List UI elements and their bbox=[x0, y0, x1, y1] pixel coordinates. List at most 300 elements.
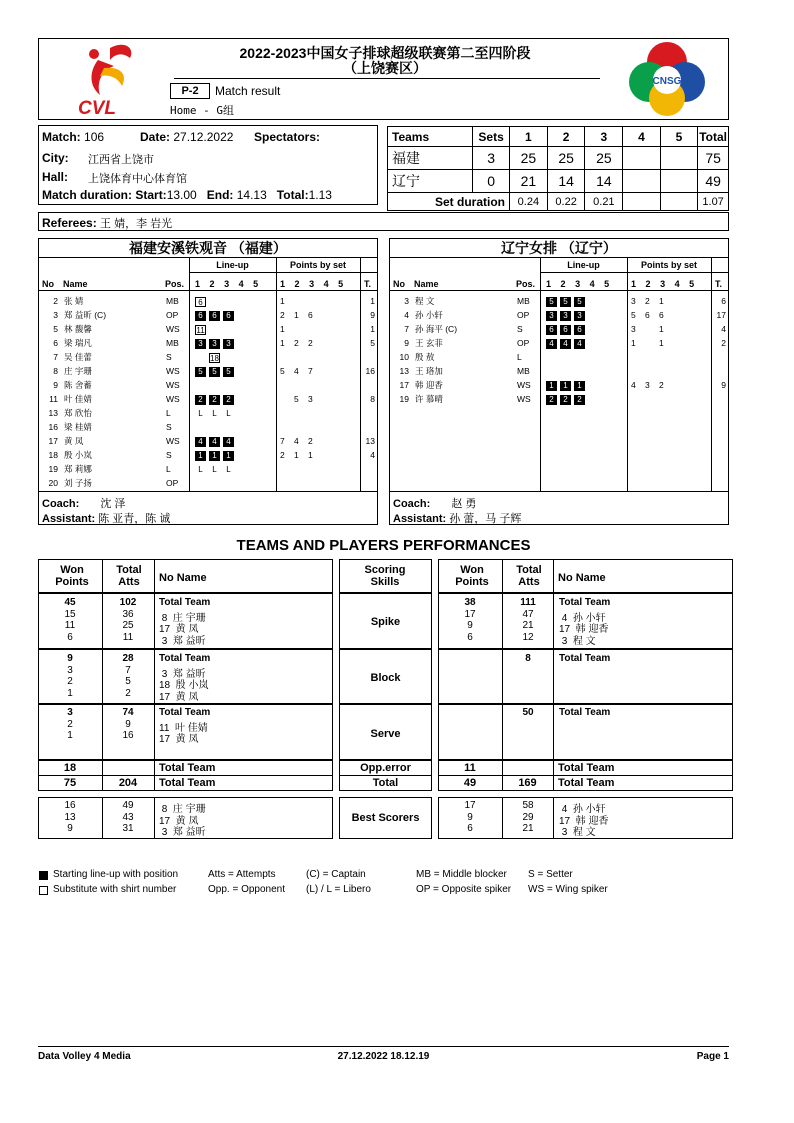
match-row: Match: 106 bbox=[42, 130, 105, 144]
set-points: 2 bbox=[308, 338, 313, 348]
city-value: 江西省上饶市 bbox=[88, 154, 154, 166]
player-row bbox=[389, 337, 729, 350]
set-points: 5 bbox=[294, 394, 299, 404]
player-name: 陈 舍蓄 bbox=[64, 380, 92, 390]
perf-right-ta-hdr: Total Atts bbox=[516, 564, 542, 588]
set-points: 2 bbox=[280, 310, 285, 320]
player-lineup bbox=[195, 450, 237, 461]
cvl-logo bbox=[70, 40, 140, 118]
lineup-cell: 5 bbox=[209, 367, 220, 377]
lineup-cell: 5 bbox=[574, 297, 585, 307]
opp-left-wp: 18 bbox=[63, 762, 77, 774]
best-total-atts: 21 bbox=[522, 823, 534, 834]
set-points: 1 bbox=[659, 296, 664, 306]
player-lineup bbox=[195, 366, 237, 377]
footer-line bbox=[38, 1046, 729, 1047]
set-points: 2 bbox=[308, 436, 313, 446]
player-row bbox=[38, 309, 378, 322]
lineup-cell: 2 bbox=[209, 395, 220, 405]
player-number: 7 bbox=[53, 352, 58, 362]
lineup-cell: 1 bbox=[223, 451, 234, 461]
spike-player: Total Team bbox=[559, 597, 611, 608]
lineup-cell: 4 bbox=[195, 437, 206, 447]
spectators-label: Spectators: bbox=[254, 130, 321, 144]
player-lineup bbox=[546, 310, 588, 321]
spike-total-atts: 11 bbox=[122, 631, 134, 643]
best-player: 17 黄 凤 bbox=[159, 815, 199, 827]
player-total: 8 bbox=[370, 394, 375, 404]
player-row bbox=[38, 449, 378, 462]
lineup-cell: 2 bbox=[574, 395, 585, 405]
block-total-atts: 5 bbox=[125, 676, 131, 687]
page-type: Match result bbox=[215, 84, 281, 98]
legend-m1: MB = Middle blocker bbox=[416, 869, 507, 880]
legend-l2: Substitute with shirt number bbox=[53, 884, 177, 895]
header-title-1: 2022-2023中国女子排球超级联赛第二至四阶段 bbox=[239, 45, 531, 61]
perf-left-nn-hdr: No Name bbox=[159, 572, 207, 584]
team-b-title: 辽宁女排 （辽宁） bbox=[389, 239, 729, 258]
block-player: 3 郑 益昕 bbox=[159, 668, 206, 680]
player-total: 4 bbox=[721, 324, 726, 334]
player-name: 许 慕晴 bbox=[415, 394, 443, 404]
best-total-atts: 58 bbox=[522, 800, 534, 811]
legend-m2: OP = Opposite spiker bbox=[416, 884, 512, 895]
best-total-atts: 31 bbox=[122, 823, 134, 834]
lineup-cell: 4 bbox=[209, 437, 220, 447]
player-name: 殷 小岚 bbox=[64, 450, 92, 460]
lineup-cell: 2 bbox=[546, 395, 557, 405]
player-lineup bbox=[195, 408, 237, 419]
player-number: 5 bbox=[53, 324, 58, 334]
lineup-cell: 6 bbox=[560, 325, 571, 335]
set-points: 7 bbox=[280, 436, 285, 446]
player-number: 13 bbox=[48, 408, 58, 418]
set-points: 3 bbox=[645, 380, 650, 390]
player-position: WS bbox=[166, 366, 180, 376]
footer-center: 27.12.2022 18.12.19 bbox=[337, 1051, 430, 1062]
spike-player: 3 郑 益昕 bbox=[159, 635, 206, 647]
team-a-lu-nums: 1 2 3 4 5 bbox=[195, 279, 259, 289]
player-name: 郑 莉娜 bbox=[64, 464, 92, 474]
perf-right-col1 bbox=[502, 559, 503, 791]
legend-s2: WS = Wing spiker bbox=[528, 884, 608, 895]
header-title-2: （上饶赛区） bbox=[343, 60, 427, 76]
lineup-cell: 3 bbox=[195, 339, 206, 349]
lineup-cell: 6 bbox=[195, 297, 206, 307]
player-row bbox=[389, 365, 729, 378]
player-name: 孙 海平 (C) bbox=[415, 324, 458, 334]
lineup-cell: 3 bbox=[560, 311, 571, 321]
player-position: WS bbox=[166, 324, 180, 334]
player-total: 17 bbox=[716, 310, 726, 320]
player-total: 16 bbox=[365, 366, 375, 376]
title-underline bbox=[174, 78, 600, 79]
perf-left-wp-hdr: Won Points bbox=[55, 564, 89, 588]
player-name: 程 文 bbox=[415, 296, 435, 306]
player-number: 9 bbox=[404, 338, 409, 348]
spike-won-points: 45 bbox=[64, 597, 76, 608]
player-position: MB bbox=[166, 338, 179, 348]
player-position: WS bbox=[517, 380, 531, 390]
block-player: 17 黄 凤 bbox=[159, 691, 199, 703]
player-lineup bbox=[195, 338, 237, 349]
player-lineup bbox=[195, 436, 237, 447]
spike-won-points: 11 bbox=[64, 620, 76, 631]
spike-player: 4 孙 小轩 bbox=[559, 612, 606, 624]
player-number: 16 bbox=[48, 422, 58, 432]
score-row-team-a: 福建 3 25 25 25 75 bbox=[388, 147, 729, 170]
perf-left-ta-hdr: Total Atts bbox=[116, 564, 142, 588]
spike-player: 17 韩 迎香 bbox=[559, 624, 609, 635]
team-a-points-hdr: Points by set bbox=[289, 260, 346, 270]
player-position: OP bbox=[166, 310, 179, 320]
serve-total-atts: 74 bbox=[122, 707, 134, 718]
player-name: 梁 瑞凡 bbox=[64, 338, 92, 348]
player-number: 20 bbox=[48, 478, 58, 488]
best-total-atts: 49 bbox=[122, 800, 134, 811]
serve-won-points: 3 bbox=[67, 707, 73, 718]
player-name: 黄 凤 bbox=[64, 436, 84, 446]
lineup-cell: 1 bbox=[560, 381, 571, 391]
block-total-atts: 7 bbox=[125, 664, 131, 676]
team-a-hdr-line bbox=[38, 290, 378, 291]
team-b-hdr-line bbox=[389, 290, 729, 291]
player-row bbox=[389, 379, 729, 392]
player-name: 孙 小轩 bbox=[415, 310, 443, 320]
set-points: 1 bbox=[280, 338, 285, 348]
team-b-lineup-hdr: Line-up bbox=[567, 260, 600, 270]
team-b-player-list bbox=[389, 295, 729, 491]
player-name: 殷 敖 bbox=[415, 352, 435, 362]
spike-total-atts: 102 bbox=[119, 597, 137, 608]
set-points: 1 bbox=[294, 450, 299, 460]
date-row: Date: 27.12.2022 bbox=[140, 130, 234, 144]
player-name: 叶 佳婧 bbox=[64, 394, 92, 404]
serve-total-atts: 9 bbox=[125, 718, 131, 730]
lineup-cell bbox=[195, 353, 206, 363]
opp-right-nm: Total Team bbox=[558, 762, 615, 774]
lineup-cell: 5 bbox=[546, 297, 557, 307]
lineup-cell: 2 bbox=[195, 395, 206, 405]
player-lineup bbox=[546, 338, 588, 349]
player-number: 4 bbox=[404, 310, 409, 320]
lineup-cell: L bbox=[226, 464, 231, 474]
lineup-cell: 6 bbox=[209, 311, 220, 321]
block-player: Total Team bbox=[559, 653, 611, 664]
serve-total-atts: 16 bbox=[122, 730, 134, 741]
team-b-pt-nums: 1 2 3 4 5 bbox=[631, 279, 695, 289]
lineup-cell: 1 bbox=[546, 381, 557, 391]
score-header-row: Teams Sets 1 2 3 4 5 Total bbox=[388, 127, 729, 147]
serve-player: Total Team bbox=[559, 707, 611, 718]
set-points: 6 bbox=[659, 310, 664, 320]
spike-won-points: 38 bbox=[464, 597, 476, 608]
player-row bbox=[38, 421, 378, 434]
team-b-lu-nums: 1 2 3 4 5 bbox=[546, 279, 610, 289]
lineup-cell: 6 bbox=[574, 325, 585, 335]
legend-l1: Starting line-up with position bbox=[53, 869, 179, 880]
player-position: L bbox=[166, 408, 171, 418]
set-duration-row: Set duration 0.24 0.22 0.21 1.07 bbox=[388, 193, 729, 211]
best-won-points: 6 bbox=[467, 823, 473, 834]
city-label: City: bbox=[42, 151, 69, 165]
player-lineup bbox=[546, 394, 588, 405]
player-total: 1 bbox=[370, 324, 375, 334]
legend-filled-square bbox=[39, 871, 48, 880]
total-left-wp: 75 bbox=[63, 777, 77, 789]
player-total: 1 bbox=[370, 296, 375, 306]
set-points: 1 bbox=[659, 324, 664, 334]
player-number: 10 bbox=[399, 352, 409, 362]
total-right-nm: Total Team bbox=[558, 777, 615, 789]
block-total-atts: 28 bbox=[122, 653, 134, 664]
player-total: 9 bbox=[721, 380, 726, 390]
player-position: S bbox=[517, 324, 523, 334]
best-won-points: 17 bbox=[464, 800, 476, 811]
team-a-pt-nums: 1 2 3 4 5 bbox=[280, 279, 344, 289]
best-total-atts: 29 bbox=[522, 811, 534, 823]
player-lineup bbox=[546, 380, 588, 391]
set-points: 4 bbox=[294, 366, 299, 376]
team-a-no-hdr: No bbox=[42, 279, 54, 289]
spike-player: 3 程 文 bbox=[559, 635, 596, 647]
player-position: S bbox=[166, 422, 172, 432]
player-row bbox=[389, 295, 729, 308]
player-position: S bbox=[166, 352, 172, 362]
lineup-cell: 4 bbox=[560, 339, 571, 349]
player-row bbox=[38, 393, 378, 406]
player-number: 13 bbox=[399, 366, 409, 376]
team-b-coach: Coach: 赵 勇 bbox=[393, 498, 477, 510]
page-code: P-2 bbox=[170, 83, 210, 99]
lineup-cell: 6 bbox=[223, 311, 234, 321]
perf-left-col2 bbox=[154, 559, 155, 791]
spike-player: Total Team bbox=[159, 597, 211, 608]
set-points: 2 bbox=[659, 380, 664, 390]
serve-total-atts: 50 bbox=[522, 707, 534, 718]
perf-right-wp-hdr: Won Points bbox=[455, 564, 489, 588]
player-lineup bbox=[195, 324, 209, 335]
player-row bbox=[389, 323, 729, 336]
team-a-lineup-hdr: Line-up bbox=[216, 260, 249, 270]
skill-best-label: Best Scorers bbox=[351, 812, 420, 824]
player-position: OP bbox=[517, 310, 530, 320]
spike-total-atts: 111 bbox=[520, 597, 536, 608]
lineup-cell: 3 bbox=[223, 339, 234, 349]
subtitle: Home - G组 bbox=[170, 104, 234, 117]
total-right-wp: 49 bbox=[463, 777, 477, 789]
legend-a2: Opp. = Opponent bbox=[208, 884, 286, 895]
player-number: 11 bbox=[49, 394, 58, 404]
player-position: MB bbox=[166, 296, 179, 306]
player-number: 19 bbox=[399, 394, 409, 404]
spike-total-atts: 25 bbox=[122, 620, 134, 631]
serve-won-points: 1 bbox=[67, 730, 73, 741]
set-points: 1 bbox=[294, 310, 299, 320]
player-total: 4 bbox=[370, 450, 375, 460]
duration-row: Match duration: Start:13.00 End: 14.13 Total:1.13 bbox=[42, 188, 332, 202]
lineup-cell: 2 bbox=[560, 395, 571, 405]
player-number: 19 bbox=[48, 464, 58, 474]
player-name: 梁 桂婧 bbox=[64, 422, 92, 432]
player-number: 7 bbox=[404, 324, 409, 334]
spike-won-points: 9 bbox=[467, 620, 473, 631]
total-left-ta: 204 bbox=[118, 777, 138, 789]
team-a-name-hdr: Name bbox=[63, 279, 88, 289]
best-player: 8 庄 宇珊 bbox=[159, 804, 206, 815]
lineup-cell: 4 bbox=[223, 437, 234, 447]
set-points: 3 bbox=[308, 394, 313, 404]
player-row bbox=[389, 393, 729, 406]
player-position: OP bbox=[166, 478, 179, 488]
block-won-points: 1 bbox=[67, 687, 73, 699]
player-name: 林 馥馨 bbox=[64, 324, 92, 334]
player-lineup bbox=[195, 310, 237, 321]
set-points: 6 bbox=[308, 310, 313, 320]
spike-won-points: 6 bbox=[467, 631, 473, 643]
player-position: MB bbox=[517, 366, 530, 376]
player-position: WS bbox=[166, 394, 180, 404]
team-b-name-hdr: Name bbox=[414, 279, 439, 289]
block-won-points: 9 bbox=[67, 653, 73, 664]
best-won-points: 9 bbox=[67, 823, 73, 834]
lineup-cell: 4 bbox=[546, 339, 557, 349]
set-points: 6 bbox=[645, 310, 650, 320]
total-right-ta: 169 bbox=[518, 777, 537, 789]
lineup-cell: 1 bbox=[209, 451, 220, 461]
lineup-cell: 2 bbox=[223, 395, 234, 405]
spike-total-atts: 47 bbox=[522, 608, 534, 620]
legend-c1: (C) = Captain bbox=[306, 869, 366, 880]
skill-serve-label: Serve bbox=[370, 728, 401, 740]
set-points: 2 bbox=[294, 338, 299, 348]
best-player: 17 韩 迎香 bbox=[559, 815, 609, 827]
team-b-subhdr-line bbox=[540, 272, 729, 273]
block-total-atts: 8 bbox=[525, 653, 531, 664]
lineup-cell: 3 bbox=[546, 311, 557, 321]
total-left-nm: Total Team bbox=[159, 777, 216, 789]
lineup-cell: 1 bbox=[195, 451, 206, 461]
player-lineup bbox=[195, 352, 223, 363]
lineup-cell: 6 bbox=[546, 325, 557, 335]
set-points: 2 bbox=[645, 296, 650, 306]
best-player: 3 郑 益昕 bbox=[159, 827, 206, 838]
legend-outline-square bbox=[39, 886, 48, 895]
team-b-no-hdr: No bbox=[393, 279, 405, 289]
performance-title: TEAMS AND PLAYERS PERFORMANCES bbox=[236, 537, 531, 554]
player-row bbox=[389, 351, 729, 364]
player-row bbox=[38, 351, 378, 364]
perf-right-nn-hdr: No Name bbox=[558, 572, 606, 584]
best-won-points: 13 bbox=[64, 811, 76, 823]
spike-total-atts: 36 bbox=[122, 608, 134, 620]
team-b-grid bbox=[389, 257, 729, 491]
player-position: WS bbox=[517, 394, 531, 404]
player-position: MB bbox=[517, 296, 530, 306]
player-name: 韩 迎香 bbox=[415, 380, 443, 390]
player-number: 3 bbox=[53, 310, 58, 320]
player-number: 17 bbox=[48, 436, 58, 446]
team-b-pos-hdr: Pos. bbox=[516, 279, 536, 289]
serve-player: 17 黄 凤 bbox=[159, 734, 199, 745]
player-lineup bbox=[546, 324, 588, 335]
team-a-title: 福建安溪铁观音 （福建） bbox=[38, 239, 378, 258]
player-position: L bbox=[166, 464, 171, 474]
lineup-cell: 18 bbox=[210, 353, 219, 363]
team-b-assistant: Assistant: 孙 蕾，马 子辉 bbox=[393, 513, 522, 525]
team-a-pos-hdr: Pos. bbox=[165, 279, 185, 289]
set-points: 1 bbox=[308, 450, 313, 460]
player-total: 2 bbox=[721, 338, 726, 348]
spike-player: 17 黄 凤 bbox=[159, 624, 199, 635]
hall-label: Hall: bbox=[42, 170, 69, 184]
player-number: 6 bbox=[53, 338, 58, 348]
perf-right-col2 bbox=[553, 559, 554, 791]
lineup-cell: L bbox=[198, 408, 203, 418]
best-won-points: 9 bbox=[467, 811, 473, 823]
set-points: 5 bbox=[631, 310, 636, 320]
opp-left-nm: Total Team bbox=[159, 762, 216, 774]
serve-won-points: 2 bbox=[67, 718, 73, 730]
lineup-cell: 5 bbox=[223, 367, 234, 377]
lineup-cell: 5 bbox=[560, 297, 571, 307]
player-row bbox=[38, 365, 378, 378]
set-points: 1 bbox=[659, 338, 664, 348]
legend-c2: (L) / L = Libero bbox=[306, 884, 371, 895]
player-position: WS bbox=[166, 380, 180, 390]
legend-a1: Atts = Attempts bbox=[208, 869, 276, 880]
set-points: 4 bbox=[631, 380, 636, 390]
team-b-t-hdr: T. bbox=[715, 279, 723, 289]
player-total: 6 bbox=[721, 296, 726, 306]
player-position: S bbox=[166, 450, 172, 460]
player-row bbox=[38, 463, 378, 476]
spike-won-points: 6 bbox=[67, 631, 73, 643]
set-points: 1 bbox=[631, 338, 636, 348]
player-row bbox=[38, 407, 378, 420]
skill-spike-label: Spike bbox=[370, 616, 401, 628]
set-points: 3 bbox=[631, 296, 636, 306]
player-number: 2 bbox=[53, 296, 58, 306]
player-position: OP bbox=[517, 338, 530, 348]
legend-s1: S = Setter bbox=[528, 869, 573, 880]
lineup-cell: 3 bbox=[209, 339, 220, 349]
player-number: 8 bbox=[53, 366, 58, 376]
player-lineup bbox=[195, 394, 237, 405]
player-name: 郑 益昕 (C) bbox=[64, 310, 107, 320]
player-row bbox=[38, 323, 378, 336]
lineup-cell: L bbox=[198, 464, 203, 474]
player-total: 13 bbox=[365, 436, 375, 446]
lineup-cell: 11 bbox=[196, 325, 205, 335]
block-player: Total Team bbox=[159, 653, 211, 664]
player-lineup bbox=[195, 296, 209, 307]
player-number: 3 bbox=[404, 296, 409, 306]
block-total-atts: 2 bbox=[125, 687, 131, 699]
block-player: 18 殷 小岚 bbox=[159, 680, 209, 691]
best-player: 4 孙 小轩 bbox=[559, 804, 606, 815]
player-name: 庄 宇珊 bbox=[64, 366, 92, 376]
player-name: 王 玄菲 bbox=[415, 338, 443, 348]
team-a-coach-line bbox=[38, 491, 378, 492]
set-points: 7 bbox=[308, 366, 313, 376]
lineup-cell: 4 bbox=[574, 339, 585, 349]
spike-won-points: 17 bbox=[464, 608, 476, 620]
player-number: 18 bbox=[48, 450, 58, 460]
player-position: L bbox=[517, 352, 522, 362]
team-a-player-list bbox=[38, 295, 378, 491]
score-table bbox=[387, 126, 729, 211]
